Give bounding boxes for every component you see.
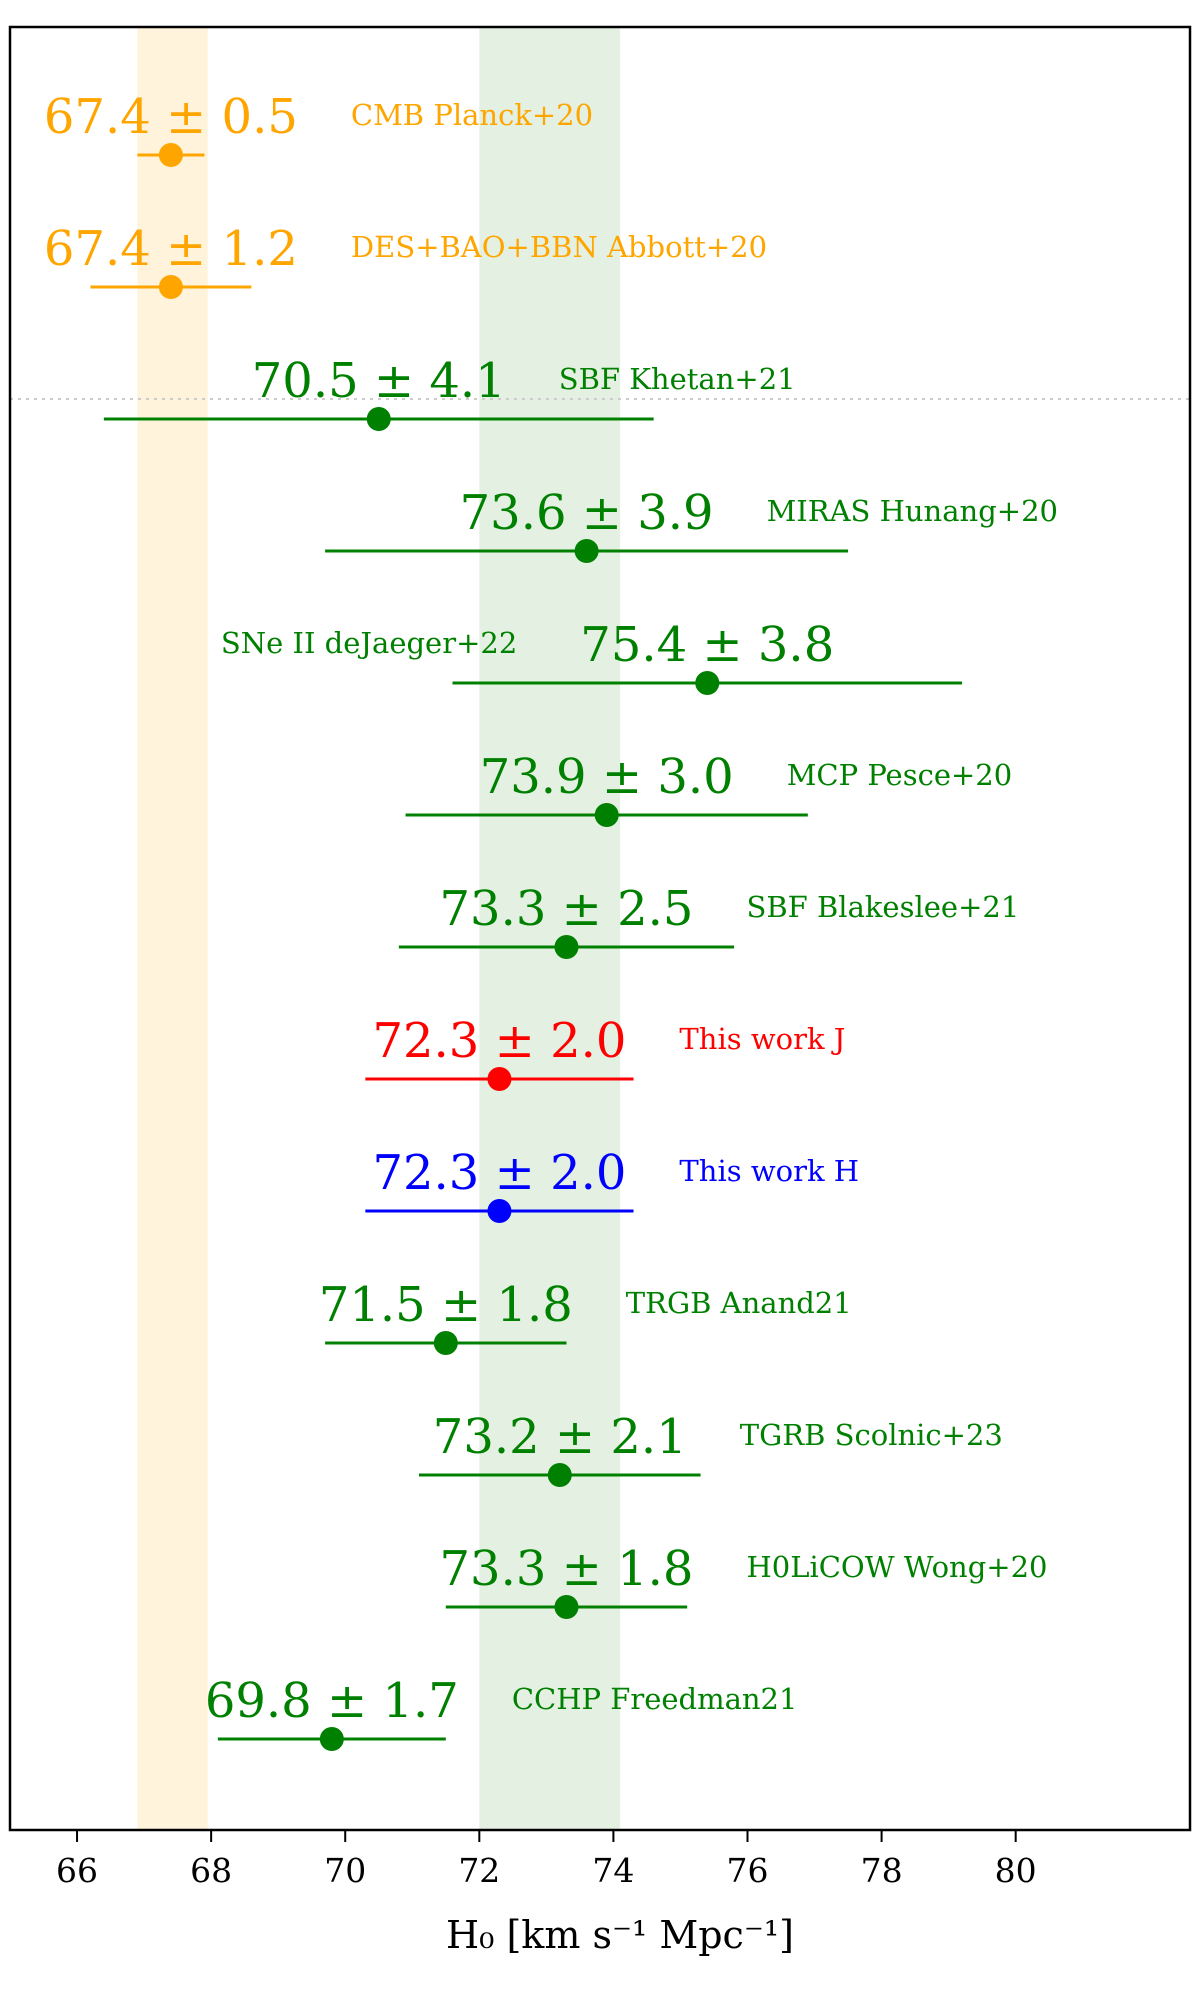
x-axis-label: H₀ [km s⁻¹ Mpc⁻¹] [446,1913,794,1957]
data-point [487,1067,511,1091]
source-label: CCHP Freedman21 [511,1682,798,1716]
data-point [695,671,719,695]
value-label: 73.9 ± 3.0 [479,749,734,805]
source-label: This work J [679,1022,846,1056]
source-label: TRGB Anand21 [625,1286,852,1320]
x-tick-label: 80 [994,1851,1037,1890]
source-label: TGRB Scolnic+23 [739,1418,1003,1452]
row-5 [221,617,962,695]
data-point [554,1595,578,1619]
row-12 [440,1541,1048,1619]
x-tick-label: 78 [860,1851,903,1890]
row-4 [325,485,1058,563]
value-label: 71.5 ± 1.8 [318,1277,573,1333]
data-point [159,275,183,299]
row-6 [406,749,1013,827]
value-label: 67.4 ± 0.5 [43,89,298,145]
data-point [320,1727,344,1751]
value-label: 67.4 ± 1.2 [43,221,298,277]
source-label: SNe II deJaeger+22 [220,626,518,660]
x-tick-label: 76 [726,1851,769,1890]
value-label: 72.3 ± 2.0 [372,1145,627,1201]
value-label: 73.3 ± 1.8 [439,1541,694,1597]
value-label: 75.4 ± 3.8 [580,617,835,673]
data-point [548,1463,572,1487]
value-label: 73.6 ± 3.9 [459,485,714,541]
x-tick-label: 68 [190,1851,233,1890]
x-tick-label: 70 [324,1851,367,1890]
row-2 [44,221,767,299]
source-label: MCP Pesce+20 [786,758,1013,792]
row-8 [365,1013,845,1091]
row-9 [365,1145,859,1223]
value-label: 73.2 ± 2.1 [432,1409,687,1465]
data-point [595,803,619,827]
x-tick-label: 74 [592,1851,635,1890]
source-label: SBF Khetan+21 [558,362,796,396]
value-label: 69.8 ± 1.7 [204,1673,459,1729]
value-label: 72.3 ± 2.0 [372,1013,627,1069]
row-7 [399,881,1019,959]
data-point [554,935,578,959]
source-label: SBF Blakeslee+21 [746,890,1020,924]
value-label: 73.3 ± 2.5 [439,881,694,937]
data-point [159,143,183,167]
data-point [367,407,391,431]
x-tick-label: 72 [458,1851,501,1890]
x-axis [56,1830,1037,1890]
source-label: CMB Planck+20 [350,98,594,132]
source-label: This work H [679,1154,860,1188]
row-11 [419,1409,1003,1487]
data-point [487,1199,511,1223]
x-tick-label: 66 [56,1851,99,1890]
data-point [575,539,599,563]
source-label: DES+BAO+BBN Abbott+20 [350,230,768,264]
source-label: MIRAS Hunang+20 [766,494,1058,528]
value-label: 70.5 ± 4.1 [251,353,506,409]
data-point [434,1331,458,1355]
source-label: H0LiCOW Wong+20 [746,1550,1048,1584]
